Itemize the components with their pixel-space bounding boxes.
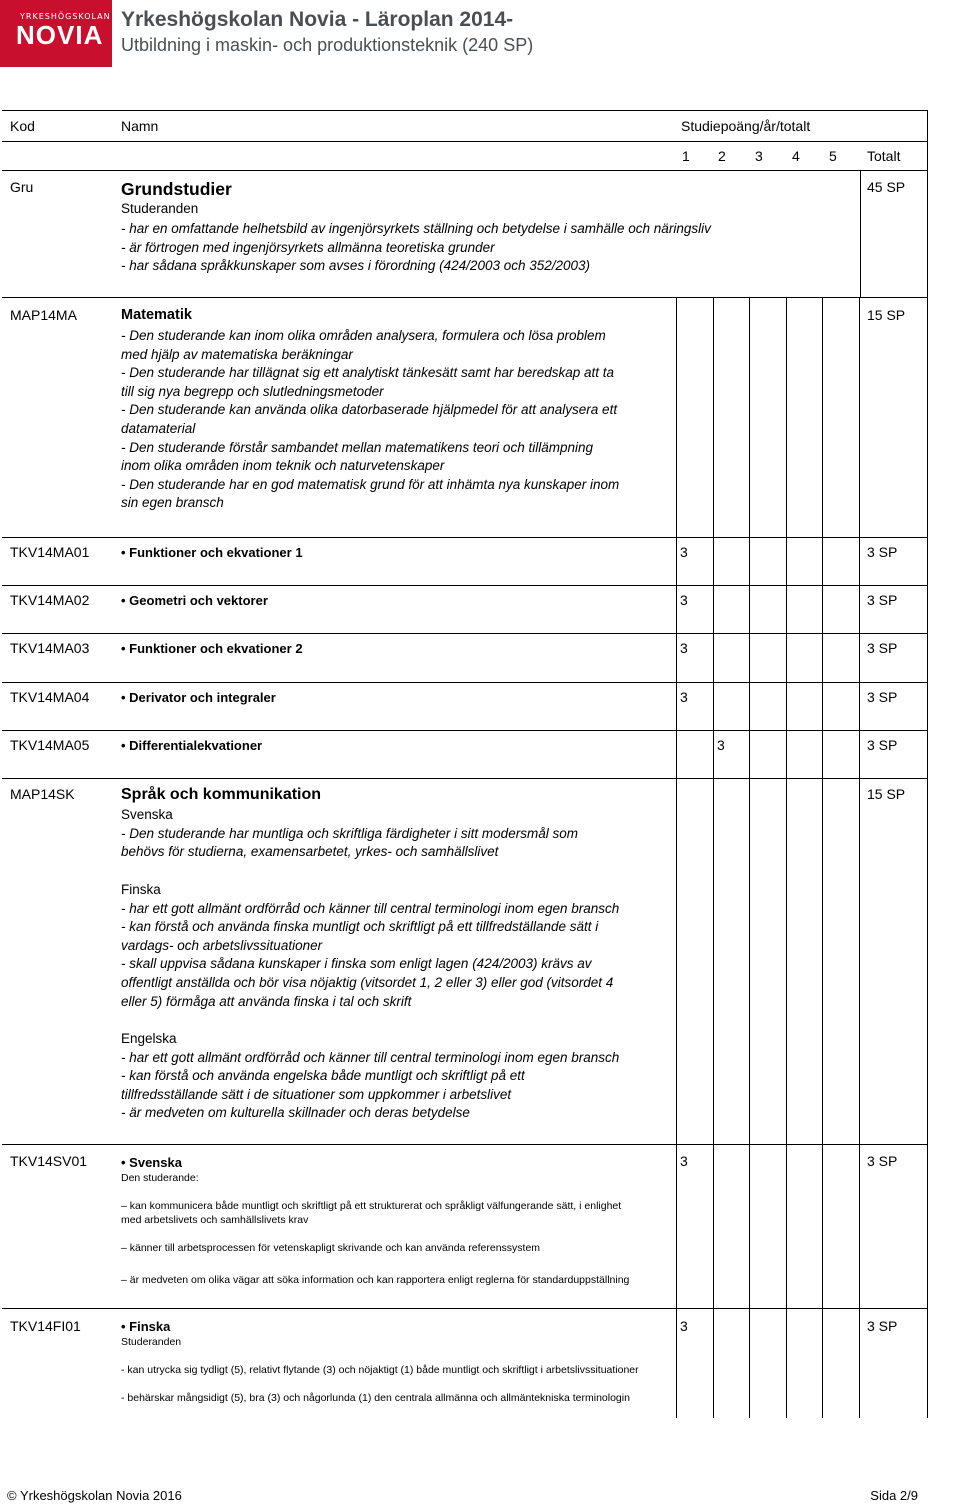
column-header-year-3: 3	[755, 148, 763, 164]
document-title: Yrkeshögskolan Novia - Läroplan 2014-	[121, 8, 514, 31]
map14sk-kod: MAP14SK	[10, 786, 75, 802]
document-subtitle: Utbildning i maskin- och produktionsteknik (240 SP)	[121, 35, 534, 55]
course-name: • Funktioner och ekvationer 2	[121, 641, 303, 656]
engelska-heading: Engelska	[121, 1031, 177, 1046]
course-year-sp: 3	[680, 689, 688, 705]
engelska-line: - är medveten om kulturella skillnader och deras betydelse	[121, 1105, 470, 1121]
sv01-kod: TKV14SV01	[10, 1153, 88, 1169]
gru-line: - är förtrogen med ingenjörsyrkets allmänna teoretiska grunder	[121, 239, 495, 255]
map14sk-total: 15 SP	[867, 786, 906, 802]
novia-logo	[0, 0, 112, 67]
sv01-name: • Svenska	[121, 1155, 182, 1170]
fi01-lead: Studeranden	[121, 1336, 182, 1348]
sv01-lead: Den studerande:	[121, 1172, 199, 1184]
gru-title: Grundstudier	[121, 179, 232, 199]
sv01-items	[121, 1199, 629, 1287]
course-total: 3 SP	[867, 544, 898, 560]
course-total: 3 SP	[867, 592, 898, 608]
engelska-line: tillfredsställande sätt i de situationer som uppkommer i arbetslivet	[121, 1086, 512, 1102]
course-year-sp: 3	[680, 592, 688, 608]
course-name: • Geometri och vektorer	[121, 593, 268, 608]
fi01-kod: TKV14FI01	[10, 1318, 81, 1334]
svenska-line: - Den studerande har muntliga och skriftliga färdigheter i sitt modersmål som	[121, 825, 578, 841]
course-kod: TKV14MA01	[10, 544, 90, 560]
gru-line: - har sådana språkkunskaper som avses i förordning (424/2003 och 352/2003)	[121, 258, 591, 274]
course-name-text: Funktioner och ekvationer 2	[129, 641, 303, 656]
sv01-total: 3 SP	[867, 1153, 898, 1169]
map14sk-svenska	[121, 806, 578, 862]
map14ma-title: Matematik	[121, 307, 192, 323]
map14sk-title: Språk och kommunikation	[121, 786, 322, 803]
gru-total: 45 SP	[867, 179, 906, 195]
course-kod: TKV14MA03	[10, 640, 90, 656]
footer-copyright: © Yrkeshögskolan Novia 2016	[7, 1488, 182, 1503]
map14ma-kod: MAP14MA	[10, 307, 77, 323]
course-year-sp: 3	[717, 737, 725, 753]
engelska-line: - kan förstå och använda engelska både muntligt och skriftligt på ett	[121, 1068, 525, 1084]
column-header-totalt: Totalt	[867, 148, 901, 164]
map14ma-line: - Den studerande kan använda olika datorbaserade hjälpmedel för att analysera ett	[121, 402, 618, 418]
list-item: – känner till arbetsprocessen för vetenskapligt skrivande och kan använda referenssystem	[121, 1242, 541, 1254]
column-header-year-1: 1	[682, 148, 690, 164]
map14ma-line: datamaterial	[121, 420, 196, 436]
list-item: – kan kommunicera både muntligt och skriftligt på ett strukturerat och språkligt välfungerande sätt, i enlighet	[121, 1200, 622, 1212]
course-kod: TKV14MA05	[10, 737, 90, 753]
list-item: – är medveten om olika vägar att söka information och kan rapportera enligt reglerna för standarduppställning	[121, 1274, 630, 1286]
svenska-heading: Svenska	[121, 807, 173, 822]
engelska-line: - har ett gott allmänt ordförråd och känner till central terminologi inom egen bransch	[121, 1049, 620, 1065]
course-name-text: Geometri och vektorer	[129, 593, 268, 608]
gru-kod: Gru	[10, 179, 34, 195]
column-header-year-4: 4	[792, 148, 800, 164]
finska-heading: Finska	[121, 882, 161, 897]
column-header-kod: Kod	[10, 118, 35, 134]
column-header-namn: Namn	[121, 118, 159, 134]
map14ma-line: - Den studerande kan inom olika områden analysera, formulera och lösa problem	[121, 328, 606, 343]
course-name-text: Differentialekvationer	[129, 738, 263, 753]
map14ma-line: - Den studerande förstår sambandet mellan matematikens teori och tillämpning	[121, 439, 593, 455]
map14ma-line: inom olika områden inom teknik och naturvetenskaper	[121, 458, 445, 474]
column-header-year-2: 2	[718, 148, 726, 164]
course-total: 3 SP	[867, 737, 898, 753]
finska-line: offentligt anställda och bör visa nöjaktig (vitsordet 1, 2 eller 3) eller god (vitsordet 4	[121, 974, 614, 990]
footer-page-number: Sida 2/9	[870, 1488, 918, 1503]
course-kod: TKV14MA04	[10, 689, 90, 705]
course-kod: TKV14MA02	[10, 592, 90, 608]
finska-line: - skall uppvisa sådana kunskaper i finska som enligt lagen (424/2003) krävs av	[121, 956, 592, 972]
list-item: med arbetslivets och samhällslivets krav	[121, 1214, 309, 1226]
finska-line: eller 5) förmåga att använda finska i tal och skrift	[121, 993, 412, 1009]
gru-line: - har en omfattande helhetsbild av ingenjörsyrkets ställning och betydelse i samhälle och näringsliv	[121, 221, 711, 236]
map14ma-line: med hjälp av matematiska beräkningar	[121, 346, 353, 362]
list-item: - behärskar mångsidigt (5), bra (3) och någorlunda (1) den centrala allmänna och allmäntekniska terminologin	[121, 1392, 630, 1404]
logo-small-text: YRKESHÖGSKOLAN	[20, 12, 111, 21]
finska-line: - har ett gott allmänt ordförråd och känner till central terminologi inom egen bransch	[121, 900, 620, 916]
svenska-line: behövs för studierna, examensarbetet, yrkes- och samhällslivet	[121, 844, 499, 860]
map14sk-finska	[121, 881, 619, 1011]
fi01-name-text: Finska	[129, 1319, 171, 1334]
sv01-year-sp: 3	[680, 1153, 688, 1169]
column-header-year-5: 5	[829, 148, 837, 164]
course-name: • Derivator och integraler	[121, 690, 276, 705]
map14ma-line: - Den studerande har tillägnat sig ett analytiskt tänkesätt samt har beredskap att ta	[121, 365, 615, 381]
course-name: • Funktioner och ekvationer 1	[121, 545, 303, 560]
map14ma-line: till sig nya begrepp och slutledningsmetoder	[121, 383, 384, 399]
course-year-sp: 3	[680, 640, 688, 656]
map14sk-engelska	[121, 1030, 619, 1123]
map14ma-total: 15 SP	[867, 307, 906, 323]
course-name-text: Funktioner och ekvationer 1	[129, 545, 303, 560]
list-item: - kan utrycka sig tydligt (5), relativt flytande (3) och nöjaktigt (1) både muntligt och skriftligt i arbetslivssituationer	[121, 1364, 639, 1376]
fi01-total: 3 SP	[867, 1318, 898, 1334]
finska-line: vardags- och arbetslivssituationer	[121, 937, 323, 953]
fi01-name: • Finska	[121, 1319, 171, 1334]
logo-big-text: NOVIA	[16, 20, 104, 50]
column-header-studiepoang: Studiepoäng/år/totalt	[681, 118, 811, 134]
course-total: 3 SP	[867, 689, 898, 705]
sv01-name-text: Svenska	[129, 1155, 182, 1170]
course-total: 3 SP	[867, 640, 898, 656]
map14ma-line: sin egen bransch	[121, 495, 224, 511]
map14ma-description	[121, 327, 619, 513]
course-name: • Differentialekvationer	[121, 738, 263, 753]
finska-line: - kan förstå och använda finska muntligt och skriftligt på ett tillfredställande sätt i	[121, 919, 599, 935]
gru-description	[121, 220, 711, 276]
course-name-text: Derivator och integraler	[129, 690, 276, 705]
course-year-sp: 3	[680, 544, 688, 560]
map14ma-line: - Den studerande har en god matematisk grund för att inhämta nya kunskaper inom	[121, 476, 620, 492]
gru-lead: Studeranden	[121, 201, 199, 216]
fi01-year-sp: 3	[680, 1318, 688, 1334]
